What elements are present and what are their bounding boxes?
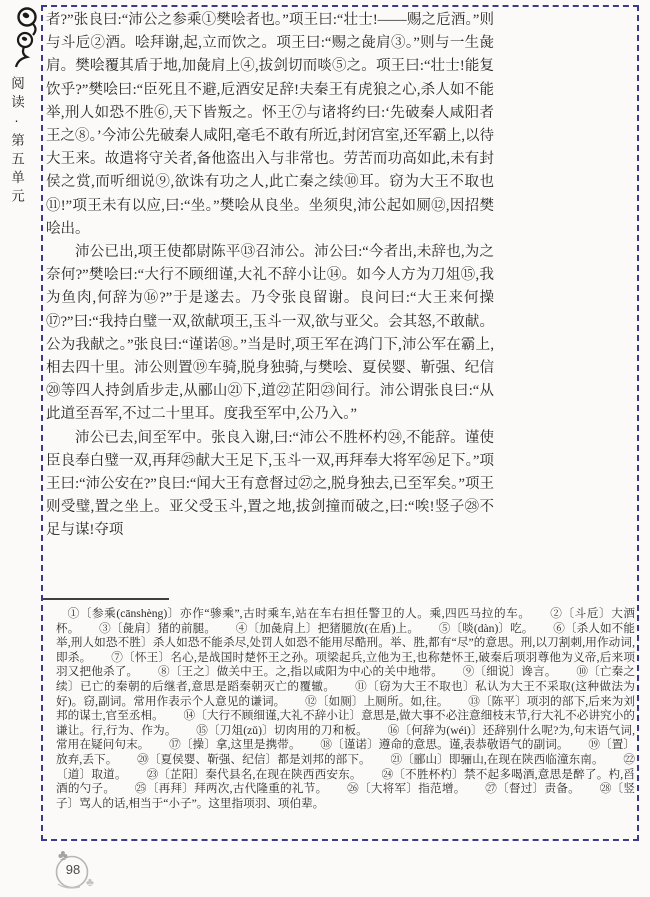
footnote-entry: ⑧〔王之〕做关中王。之,指以咸阳为中心的关中地带。: [157, 665, 443, 679]
footnote-entry: ⑮〔刀俎(zǔ)〕切肉用的刀和板。: [196, 723, 368, 737]
footnote-entry: ⑨〔细说〕谗言。: [462, 665, 557, 679]
paragraph-2: 沛公已出,项王使都尉陈平⑬召沛公。沛公曰:“今者出,未辞也,为之奈何?”樊哙曰:“大行不顾细谨,大礼不辞小让⑭。如今人方为刀俎⑮,我为鱼肉,何辞为⑯?”于是遂去。乃令张良留谢。良问曰:“大王来何操⑰?”曰:“我持白璧一双,欲献项王,玉斗一双,欲与亚父。会其怒,不敢献。公为我献之。”张良曰:“谨诺⑱。”当是时,项王军在鸿门下,沛公军在霸上,相去四十里。沛公则置⑲车骑,脱身独骑,与樊哙、夏侯婴、靳强、纪信⑳等四人持剑盾步走,从郦山㉑下,道㉒芷阳㉓间行。沛公谓张良曰:“从此道至吾军,不过二十里耳。度我至军中,公乃入。”: [46, 244, 494, 423]
footnote-entry: ㉓〔芷阳〕秦代县名,在现在陕西西安东。: [146, 767, 362, 781]
footnote-entry: ㉕〔再拜〕拜两次,古代隆重的礼节。: [134, 782, 328, 796]
footnote-entry: ㉖〔大将军〕指范增。: [347, 782, 466, 796]
footnote-entry: ⑥〔杀人如不能举,刑人如恐不胜〕杀人如恐不能杀尽,处罚人如恐不能用尽酷刑。举、胜,都有“尽”的意思。刑,以刀割刺,用作动词,即杀。: [56, 621, 635, 664]
paragraph-3: 沛公已去,间至军中。张良入谢,曰:“沛公不胜杯杓㉔,不能辞。谨使臣良奉白璧一双,再拜㉕献大王足下,玉斗一双,再拜奉大将军㉖足下。”项王曰:“沛公安在?”良曰:“闻大王有意督过㉗之,脱身独去,已至军矣。”项王则受璧,置之坐上。亚父受玉斗,置之地,拔剑撞而破之,曰:“唉!竖子㉘不足与谋!夺项: [46, 429, 494, 539]
svg-text:♣: ♣: [58, 848, 68, 864]
footnote-entry: ②〔斗卮〕大酒杯。: [56, 607, 635, 635]
svg-text:♣: ♣: [86, 875, 94, 889]
page-number-area: [46, 846, 110, 892]
sidebar-unit-label: 阅读·第五单元: [9, 76, 24, 207]
footnote-entry: ⑰〔操〕拿,这里是携带。: [169, 738, 301, 752]
footnote-entry: ⑬〔陈平〕项羽的部下,后来为刘邦的谋士,官至丞相。: [56, 694, 635, 723]
main-text: [46, 9, 494, 599]
footnote-entry: ③〔彘肩〕猪的前腿。: [99, 621, 217, 635]
footnote-entry: ⑩〔亡秦之续〕已亡的秦朝的后继者,意思是蹈秦朝灭亡的覆辙。: [56, 665, 635, 693]
footnotes-list: [56, 607, 635, 851]
footnote-entry: ⑱〔谨诺〕遵命的意思。谨,表恭敬语气的副词。: [320, 738, 569, 752]
footnote-entry: ⑲〔置〕放弃,丢下。: [56, 738, 635, 766]
footnote-entry: ㉔〔不胜杯杓〕禁不起多喝酒,意思是醉了。杓,舀酒的勺子。: [56, 767, 635, 796]
footnote-entry: ㉑〔郦山〕即骊山,在现在陕西临潼东南。: [390, 752, 604, 766]
footnote-entry: ㉒〔道〕取道。: [56, 752, 635, 781]
page-number: 98: [65, 862, 81, 877]
footnote-entry: ⑯〔何辞为(wéi)〕还辞别什么呢?为,句末语气词,常用在疑问句末。: [56, 723, 635, 752]
footnote-entry: ④〔加彘肩上〕把猪腿放(在盾)上。: [235, 621, 420, 635]
paragraph-continuation: 者?”张良曰:“沛公之参乘①樊哙者也。”项王曰:“壮士!——赐之卮酒。”则与斗卮②酒。哙拜谢,起,立而饮之。项王曰:“赐之彘肩③。”则与一生彘肩。樊哙覆其盾于地,加彘肩上④,拔剑切而啖⑤之。项王曰:“壮士!能复饮乎?”樊哙曰:“臣死且不避,卮酒安足辞!夫秦王有虎狼之心,杀人如不能举,刑人如恐不胜⑥,天下皆叛之。怀王⑦与诸将约曰:‘先破秦人咸阳者王之⑧。’今沛公先破秦人咸阳,毫毛不敢有所近,封闭宫室,还军霸上,以待大王来。故遣将守关者,备他盗出入与非常也。劳苦而功高如此,未有封侯之赏,而听细说⑨,欲诛有功之人,此亡秦之续⑩耳。窃为大王不取也⑪!”项王未有以应,曰:“坐。”樊哙从良坐。坐须臾,沛公起如厕⑫,因招樊哙出。: [46, 12, 494, 237]
footnote-entry: ⑤〔啖(dàn)〕吃。: [438, 621, 534, 635]
footnote-entry: ㉗〔督过〕责备。: [485, 782, 580, 796]
floral-flourish-icon: [6, 4, 44, 68]
footnote-entry: ⑳〔夏侯婴、靳强、纪信〕都是刘邦的部下。: [137, 752, 371, 766]
footnote-entry: ㉘〔竖子〕骂人的话,相当于“小子”。这里指项羽、项伯辈。: [56, 782, 635, 810]
footnote-entry: ⑭〔大行不顾细谨,大礼不辞小让〕意思是,做大事不必注意细枝末节,行大礼不必讲究小的谦让。行,行为、作为。: [56, 709, 635, 737]
footnote-separator: [43, 598, 169, 600]
footnote-entry: ⑦〔怀王〕名心,是战国时楚怀王之孙。项梁起兵,立他为王,也称楚怀王,破秦后项羽尊他为义帝,后来项羽又把他杀了。: [56, 650, 635, 679]
footnote-entry: ⑪〔窃为大王不取也〕私认为大王不采取(这种做法为好)。窃,副词。常用作表示个人意见的谦词。: [56, 679, 635, 708]
footnote-entry: ①〔参乘(cānshèng)〕亦作“骖乘”,古时乘车,站在车右担任警卫的人。乘,四匹马拉的车。: [67, 607, 531, 620]
footnote-entry: ⑫〔如厕〕上厕所。如,往。: [305, 694, 449, 708]
